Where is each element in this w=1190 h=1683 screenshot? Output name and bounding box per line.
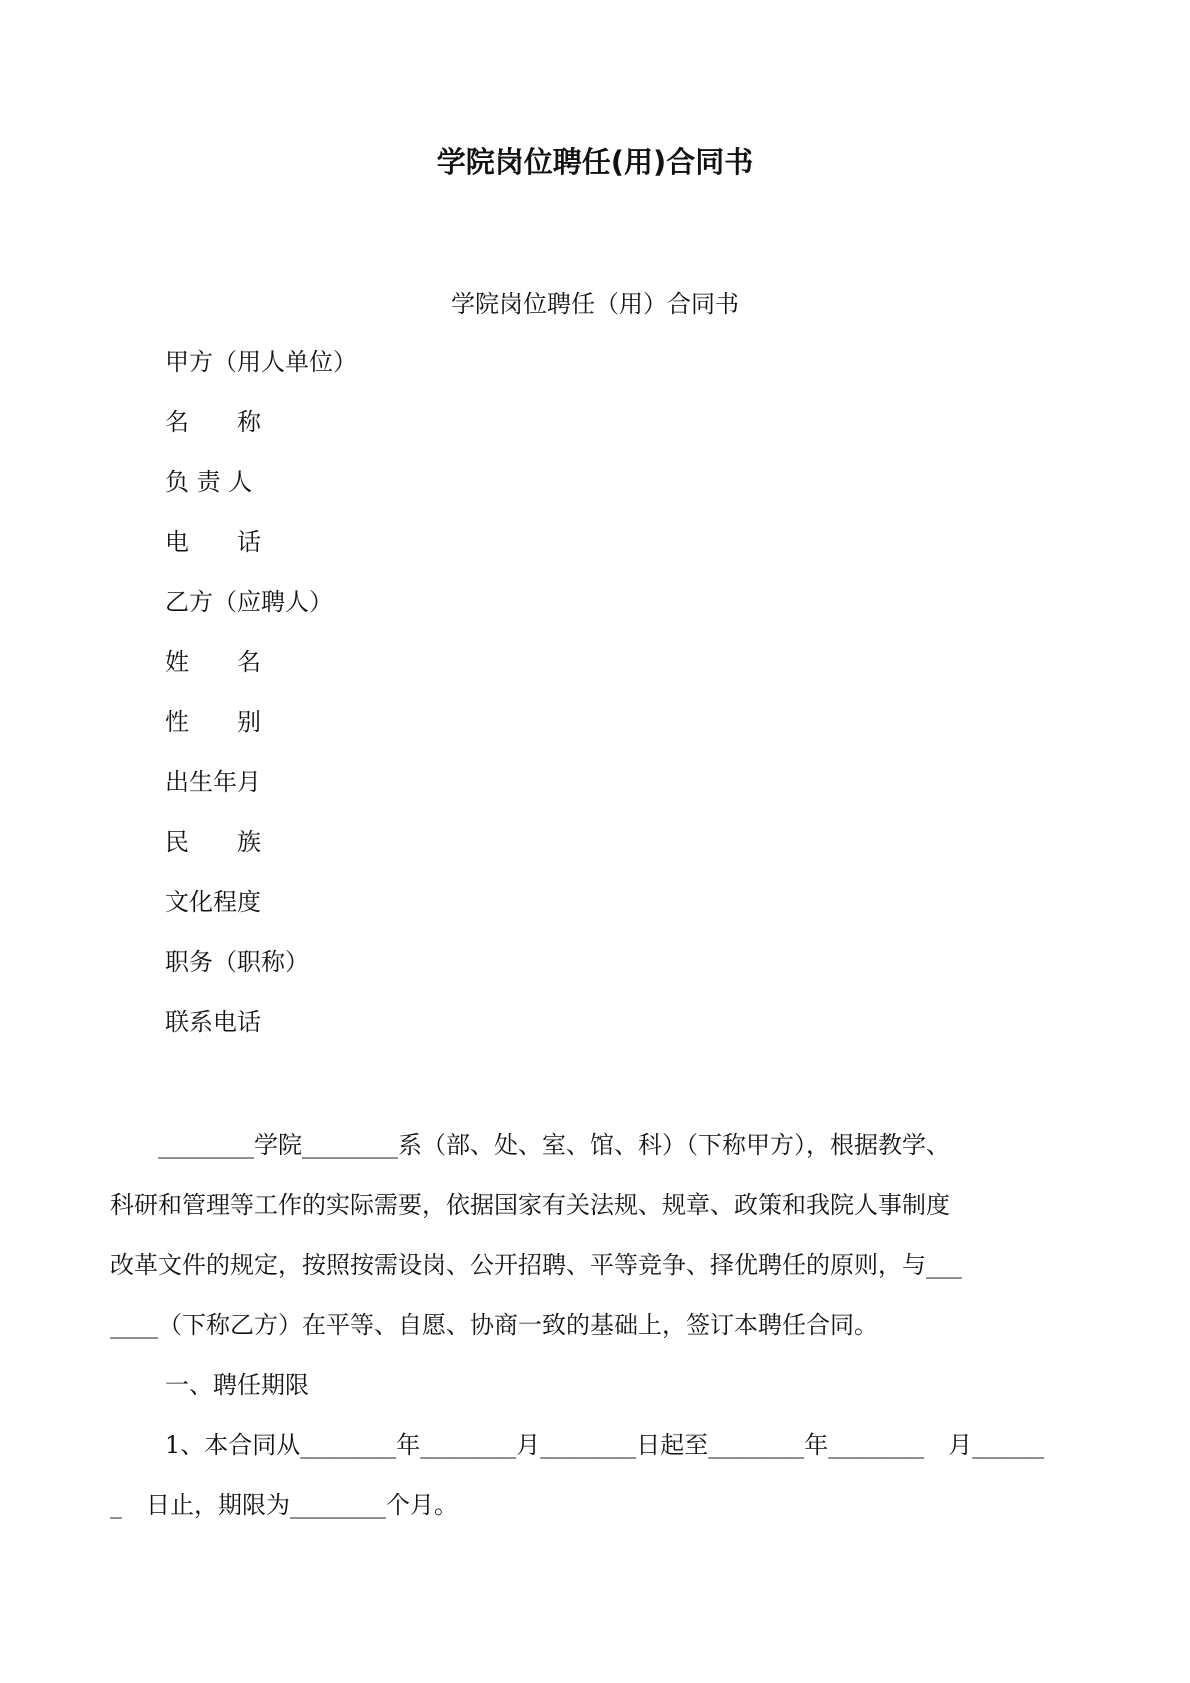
clause-1-line-1: 1、本合同从________年________月________日起至________年________ 月______ <box>165 1431 1045 1459</box>
document-title: 学院岗位聘任(用)合同书 <box>436 145 754 179</box>
party-a-phone-label: 电 话 <box>165 528 261 556</box>
party-b-name-label: 姓 名 <box>165 648 261 676</box>
party-a-heading: 甲方（用人单位） <box>165 348 357 376</box>
party-b-education-label: 文化程度 <box>165 888 261 916</box>
preamble-line-2: 科研和管理等工作的实际需要，依据国家有关法规、规章、政策和我院人事制度 <box>110 1191 950 1219</box>
party-b-heading: 乙方（应聘人） <box>165 588 333 616</box>
party-b-title-label: 职务（职称） <box>165 948 309 976</box>
party-b-ethnicity-label: 民 族 <box>165 828 261 856</box>
document-subtitle: 学院岗位聘任（用）合同书 <box>451 290 739 318</box>
section-1-heading: 一、聘任期限 <box>165 1371 309 1399</box>
preamble-line-3: 改革文件的规定，按照按需设岗、公开招聘、平等竞争、择优聘任的原则，与___ <box>110 1251 962 1279</box>
preamble-line-4: ____（下称乙方）在平等、自愿、协商一致的基础上，签订本聘任合同。 <box>110 1311 878 1339</box>
party-b-contact-label: 联系电话 <box>165 1008 261 1036</box>
party-b-gender-label: 性 别 <box>165 708 261 736</box>
party-b-birth-label: 出生年月 <box>165 768 261 796</box>
clause-1-line-2: _ 日止，期限为________个月。 <box>110 1491 458 1519</box>
party-a-name-label: 名 称 <box>165 408 261 436</box>
preamble-line-1: ________学院________系（部、处、室、馆、科）（下称甲方），根据教学、 <box>110 1131 950 1159</box>
party-fields-list <box>165 345 357 1065</box>
party-a-leader-label: 负 责 人 <box>165 468 253 496</box>
